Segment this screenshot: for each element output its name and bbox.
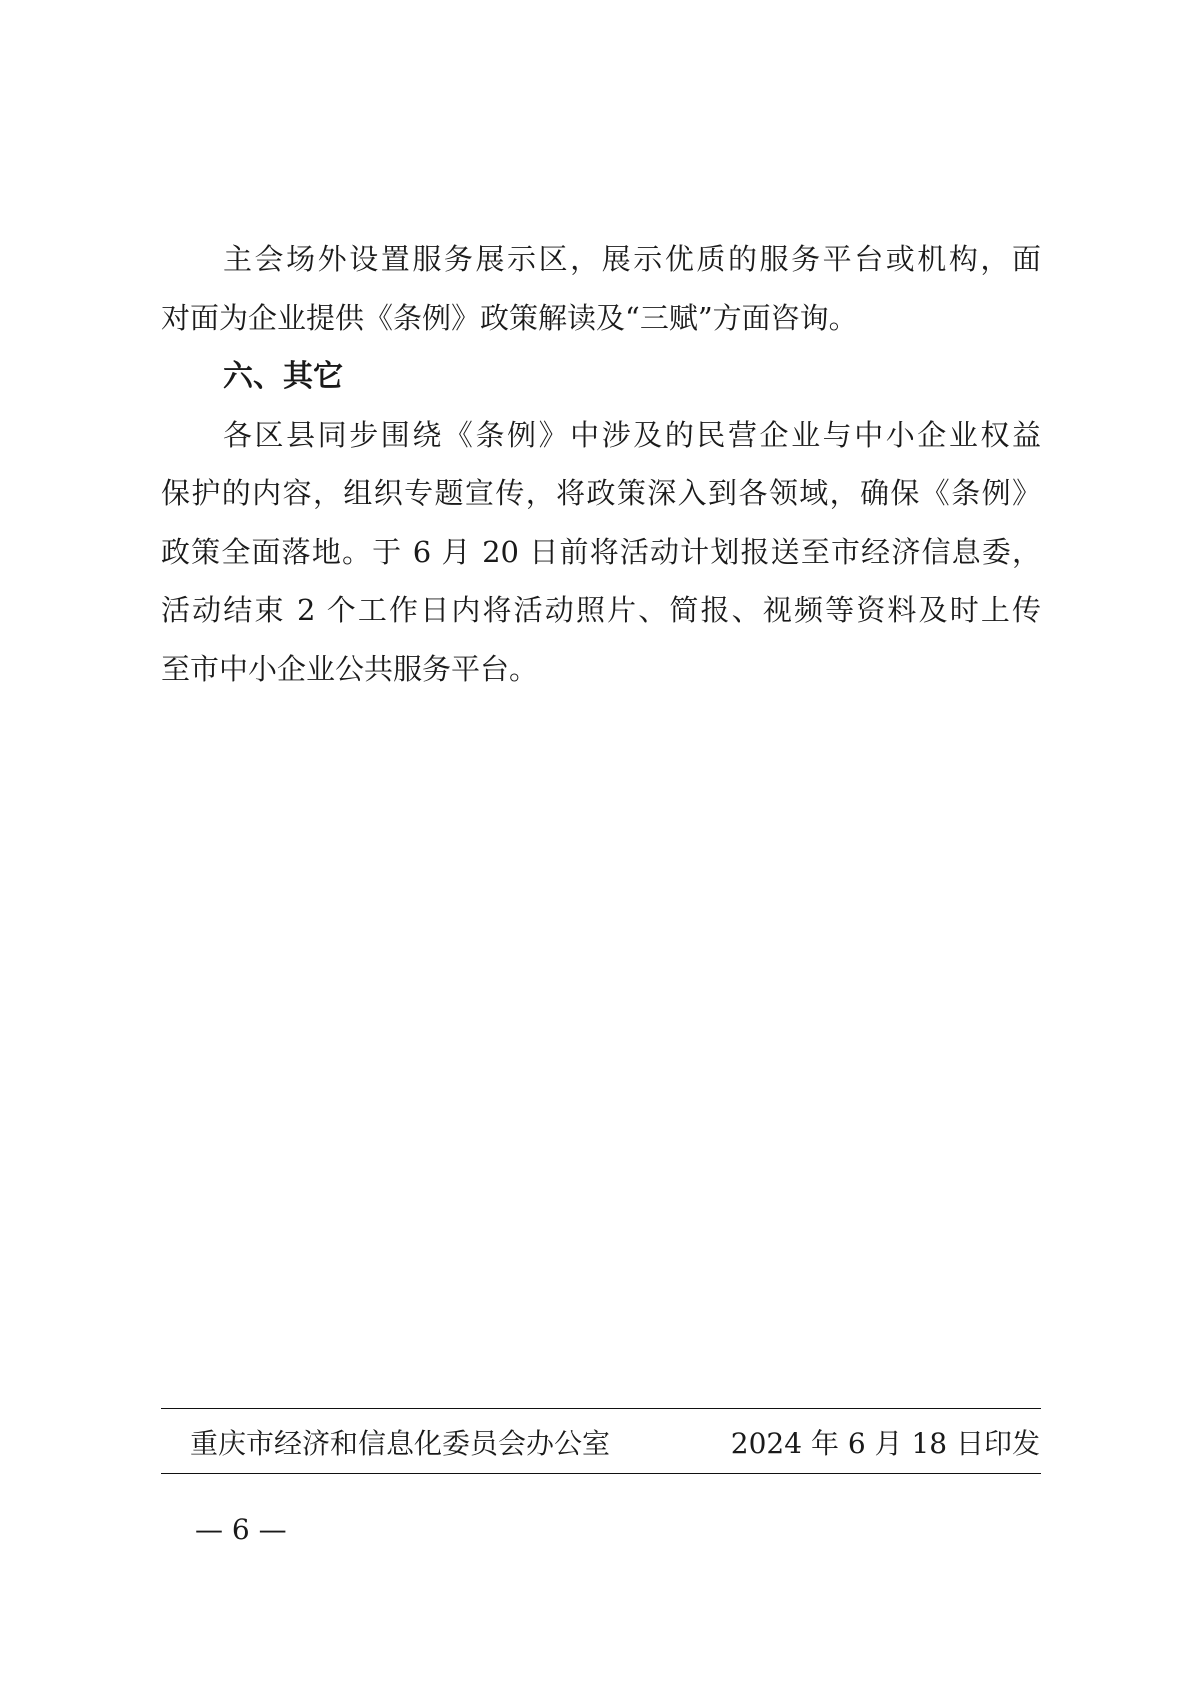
issuing-office: 重庆市经济和信息化委员会办公室	[190, 1427, 611, 1460]
section-heading: 六、其它	[223, 359, 343, 394]
paragraph-line: 至市中小企业公共服务平台。	[161, 652, 539, 686]
issue-date: 2024 年 6 月 18 日印发	[730, 1427, 1040, 1460]
paragraph-line: 政策全面落地。于 6 月 20 日前将活动计划报送至市经济信息委，	[161, 535, 1041, 569]
paragraph-line: 主会场外设置服务展示区，展示优质的服务平台或机构，面	[223, 242, 1041, 276]
paragraph-line: 对面为企业提供《条例》政策解读及“三赋”方面咨询。	[161, 301, 858, 335]
page-number: — 6 —	[195, 1513, 287, 1546]
paragraph-line: 活动结束 2 个工作日内将活动照片、简报、视频等资料及时上传	[161, 593, 1041, 627]
footer-top-rule	[161, 1408, 1041, 1409]
paragraph-line: 保护的内容，组织专题宣传，将政策深入到各领域，确保《条例》	[161, 476, 1041, 510]
footer-bottom-rule	[161, 1473, 1041, 1474]
paragraph-line: 各区县同步围绕《条例》中涉及的民营企业与中小企业权益	[223, 418, 1041, 452]
